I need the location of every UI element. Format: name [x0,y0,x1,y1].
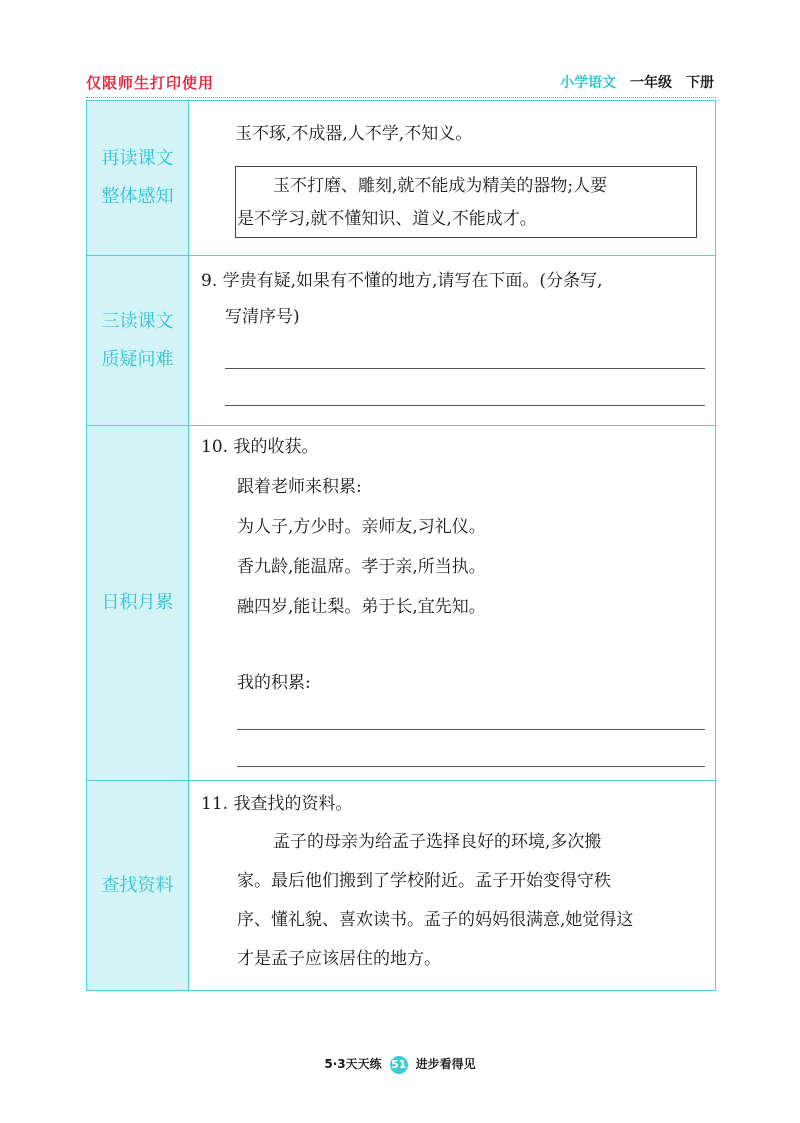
verse-line: 融四岁,能让梨。弟于长,宜先知。 [237,597,486,617]
subject-label: 小学语文 [560,75,616,91]
answer-line[interactable] [237,766,705,767]
section-content [189,256,715,425]
page-footer [0,1055,800,1074]
grade-label: 一年级 [630,75,672,91]
answer-line[interactable] [237,729,705,730]
research-line: 家。最后他们搬到了学校附近。孟子开始变得守秩 [237,871,611,891]
footer-slogan: 进步看得见 [415,1057,476,1071]
section-reread [87,100,715,255]
label-line: 查找资料 [101,874,174,896]
section-research [87,780,715,990]
research-line: 才是孟子应该居住的地方。 [237,949,441,969]
section-content [189,781,715,990]
translation-line: 是不学习,就不懂知识、道义,不能成才。 [237,209,537,229]
question-11: 11. 我查找的资料。 [201,794,353,814]
worksheet-table [86,100,716,991]
book-info [560,72,714,92]
section-label [87,781,189,990]
label-line: 质疑问难 [101,348,174,370]
question-9: 9. 学贵有疑,如果有不懂的地方,请写在下面。(分条写, [201,271,603,291]
print-notice: 仅限师生打印使用 [86,74,215,92]
section-accumulate [87,425,715,780]
header-divider [86,97,716,98]
label-line: 日积月累 [101,592,174,613]
classical-quote: 玉不琢,不成器,人不学,不知义。 [235,124,473,144]
question-10: 10. 我的收获。 [201,437,319,457]
research-line: 孟子的母亲为给孟子选择良好的环境,多次搬 [273,832,602,852]
answer-line[interactable] [225,368,705,369]
label-line: 三读课文 [101,310,174,332]
label-line: 整体感知 [101,186,174,207]
volume-label: 下册 [686,75,714,91]
translation-line: 玉不打磨、雕刻,就不能成为精美的器物;人要 [273,176,608,196]
section-content [189,426,715,780]
verse-line: 为人子,方少时。亲师友,习礼仪。 [237,517,486,537]
research-line: 序、懂礼貌、喜欢读书。孟子的妈妈很满意,她觉得这 [237,910,634,930]
section-label [87,256,189,425]
section-label [87,101,189,255]
question-9-cont: 写清序号) [225,307,300,327]
section-content [189,101,715,255]
section-question [87,255,715,425]
label-line: 再读课文 [101,148,174,169]
page-number: 51 [390,1056,408,1074]
section-label [87,426,189,780]
intro-text: 跟着老师来积累: [237,477,362,497]
my-accumulation-label: 我的积累: [237,673,311,693]
footer-brand: 5·3天天练 [324,1057,382,1071]
verse-line: 香九龄,能温席。孝于亲,所当执。 [237,557,486,577]
answer-line[interactable] [225,405,705,406]
